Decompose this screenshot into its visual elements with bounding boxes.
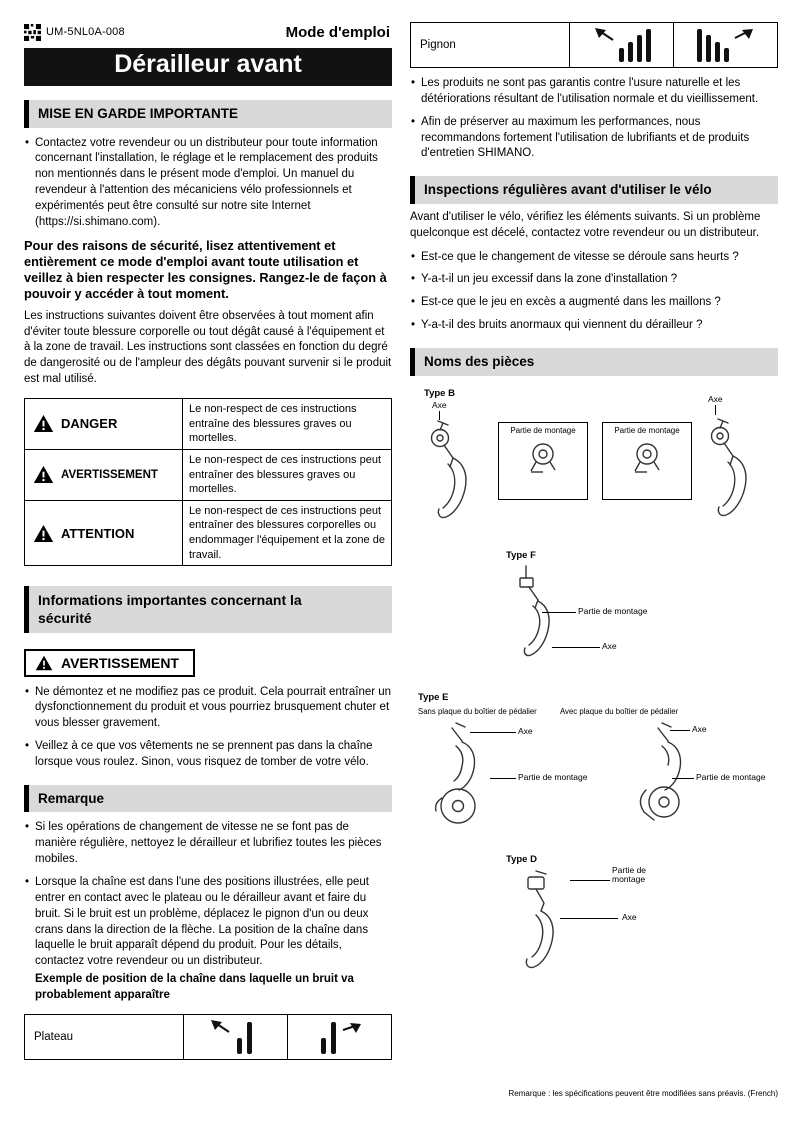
mount-label: Partie de montage (614, 425, 680, 435)
plateau-diagram-cell-2 (287, 1015, 391, 1059)
type-e-caption-left: Sans plaque du boîtier de pédalier (418, 706, 537, 716)
derailleur-drawing-type-b-left (416, 418, 482, 530)
type-b-diagram (410, 388, 778, 538)
leader-line (672, 778, 694, 779)
type-d-label: Type D (506, 853, 537, 865)
list-item: • Y-a-t-il des bruits anormaux qui viennent du dérailleur ? (410, 318, 778, 334)
list-item (24, 875, 392, 1004)
mount-label: Partie de montage (518, 771, 588, 782)
warning-triangle-icon (33, 524, 54, 543)
hazard-row-danger (25, 399, 391, 450)
leader-line (490, 778, 516, 779)
remark-bullet-text: Lorsque la chaîne est dans l'une des positions illustrées, elle peut entrer en contact avec le plateau ou le dérailleur avant et faire du bruit. Si le bruit est un problème, déplacez le pignon d'un ou deux crans dans la direction de la flèche. La position de la chaîne dans laquelle le bruit apparaît dépend du produit. Pour les détails, contactez votre revendeur ou un distributeur. (35, 876, 369, 968)
hazard-label-cell (25, 399, 183, 449)
section-parts-title: Noms des pièces (410, 348, 778, 376)
derailleur-drawing-type-b-right (696, 416, 762, 528)
inspections-bullets (410, 250, 778, 334)
type-f-label: Type F (506, 549, 536, 561)
leader-line (552, 647, 600, 648)
hazard-label-cell (25, 450, 183, 500)
leader-line (542, 612, 576, 613)
plateau-label: Plateau (34, 1030, 74, 1043)
safety-bold-paragraph: Pour des raisons de sécurité, lisez attentivement et entièrement ce mode d'emploi avant toute utilisation et veillez à bien respecter les consignes. Rangez-le de façon à pouvoir y accéder à tout moment. (24, 237, 387, 302)
list-item: • Les produits ne sont pas garantis contre l'usure naturelle et les détériorations résultant de l'utilisation normale et du vieillissement. (410, 76, 778, 108)
warranty-bullets (410, 76, 778, 162)
safety-info-bullets (24, 685, 392, 771)
pignon-diagram-cell-2 (673, 23, 777, 67)
chainring-position-diagram-1 (203, 1018, 269, 1056)
plateau-table (24, 1014, 392, 1060)
hazard-row-avertissement (25, 450, 391, 501)
leader-line (560, 918, 618, 919)
section-remark-title: Remarque (24, 785, 392, 813)
chainring-position-diagram-2 (307, 1018, 373, 1056)
type-e-caption-right: Avec plaque du boîtier de pédalier (560, 706, 679, 716)
plateau-label-cell (25, 1015, 183, 1059)
clamp-drawing (523, 436, 563, 482)
document-header (24, 22, 392, 42)
sprocket-position-diagram-1 (589, 26, 655, 64)
mount-detail-box (602, 422, 692, 500)
important-notice-bullets (24, 136, 392, 231)
mount-label: Partie de montage (510, 425, 576, 435)
clamp-drawing (627, 436, 667, 482)
warning-triangle-icon (33, 465, 54, 484)
pignon-table (410, 22, 778, 68)
notice-intro-paragraph: Les instructions suivantes doivent être observées à tout moment afin d'éviter toute blessure corporelle ou tout dégât causé à l'équipement et à la zone de travail. Les instructions sont classées en fonction du degré de dangerosité ou de l'ampleur des dégâts pouvant survenir si le produit est mal utilisé. (24, 309, 392, 386)
list-item: • Est-ce que le changement de vitesse se déroule sans heurts ? (410, 250, 778, 266)
axe-label: Axe (692, 723, 707, 734)
specification-footnote: Remarque : les spécifications peuvent être modifiées sans préavis. (French) (508, 1089, 778, 1098)
section-important-notice-title: MISE EN GARDE IMPORTANTE (24, 100, 392, 128)
axe-label: Axe (602, 640, 617, 651)
list-item: • Veillez à ce que vos vêtements ne se prennent pas dans la chaîne lorsque vous roulez. Sinon, vous risquez de tomber de votre vélo. (24, 739, 392, 771)
section-inspections-title: Inspections régulières avant d'utiliser le vélo (410, 176, 778, 204)
leader-line (670, 730, 690, 731)
axe-label: Axe (518, 725, 533, 736)
document-type: Mode d'emploi (285, 23, 390, 41)
pignon-label-cell (411, 23, 569, 67)
type-b-label: Type B (424, 387, 455, 399)
list-item: • Ne démontez et ne modifiez pas ce produit. Cela pourrait entraîner un dysfonctionnement du produit et vous pourriez brusquement chuter et vous blesser gravement. (24, 685, 392, 733)
derailleur-drawing-type-f (506, 563, 564, 663)
hazard-table (24, 398, 392, 566)
remark-bullets (24, 820, 392, 1003)
warning-triangle-icon (35, 655, 53, 671)
mount-label: Partie de montage (578, 605, 648, 616)
qr-code-icon (24, 24, 41, 41)
mount-detail-box (498, 422, 588, 500)
derailleur-drawing-type-e-left (422, 720, 506, 830)
hazard-label-cell (25, 501, 183, 566)
mount-label: Partie de montage (696, 771, 766, 782)
axe-label: Axe (708, 393, 723, 404)
type-e-label: Type E (418, 691, 449, 703)
list-item: • Contactez votre revendeur ou un distributeur pour toute information concernant l'installation, le réglage et le remplacement des produits non mentionnés dans le présent mode d'emploi. Un manuel du revendeur à l'attention des mécaniciens vélo professionnels et expérimentés peut être consulté sur notre site Internet (https://si.shimano.com). (24, 136, 392, 231)
hazard-text: Le non-respect de ces instructions peut entraîner des blessures graves ou mortelles. (189, 453, 382, 496)
mount-label: Partie de montage (612, 864, 647, 885)
hazard-label: AVERTISSEMENT (61, 468, 158, 481)
type-e-diagram (410, 692, 778, 842)
type-f-diagram (410, 550, 778, 680)
sprocket-position-diagram-2 (693, 26, 759, 64)
plateau-diagram-cell-1 (183, 1015, 287, 1059)
leader-line (715, 405, 716, 415)
pignon-label: Pignon (420, 39, 456, 51)
hazard-label: DANGER (61, 416, 118, 432)
axe-label: Axe (622, 911, 637, 922)
hazard-text: Le non-respect de ces instructions entraîne des blessures graves ou mortelles. (189, 403, 357, 445)
leader-line (470, 732, 516, 733)
hazard-label: ATTENTION (61, 525, 135, 541)
avertissement-box (24, 649, 195, 677)
leader-line (570, 880, 610, 881)
derailleur-drawing-type-d (506, 867, 576, 977)
document-number: UM-5NL0A-008 (46, 26, 125, 38)
pignon-diagram-cell-1 (569, 23, 673, 67)
inspections-intro: Avant d'utiliser le vélo, vérifiez les éléments suivants. Si un problème quelconque est décelé, contactez votre revendeur ou un distributeur. (410, 210, 761, 239)
avertissement-label: AVERTISSEMENT (61, 654, 179, 671)
axe-label: Axe (432, 399, 447, 410)
hazard-row-attention (25, 501, 391, 566)
list-item: • Si les opérations de changement de vitesse ne se font pas de manière régulière, nettoyez le dérailleur et lubrifiez toutes les pièces mobiles. (24, 820, 392, 868)
type-d-diagram (410, 854, 778, 1000)
left-column (24, 22, 392, 1060)
list-item: • Est-ce que le jeu en excès a augmenté dans les maillons ? (410, 295, 778, 311)
page-title: Dérailleur avant (24, 48, 392, 86)
right-column (410, 22, 778, 1060)
section-safety-info-title: Informations importantes concernant la sécurité (24, 586, 392, 632)
list-item: • Afin de préserver au maximum les performances, nous recommandons fortement l'utilisation de lubrifiants et de produits d'entretien SHIMANO. (410, 115, 778, 163)
warning-triangle-icon (33, 414, 54, 433)
remark-example-bold: Exemple de position de la chaîne dans laquelle un bruit va probablement apparaître (35, 973, 354, 1002)
hazard-text: Le non-respect de ces instructions peut entraîner des blessures corporelles ou endommager l'équipement et la zone de travail. (189, 504, 385, 561)
list-item: • Y-a-t-il un jeu excessif dans la zone d'installation ? (410, 272, 778, 288)
